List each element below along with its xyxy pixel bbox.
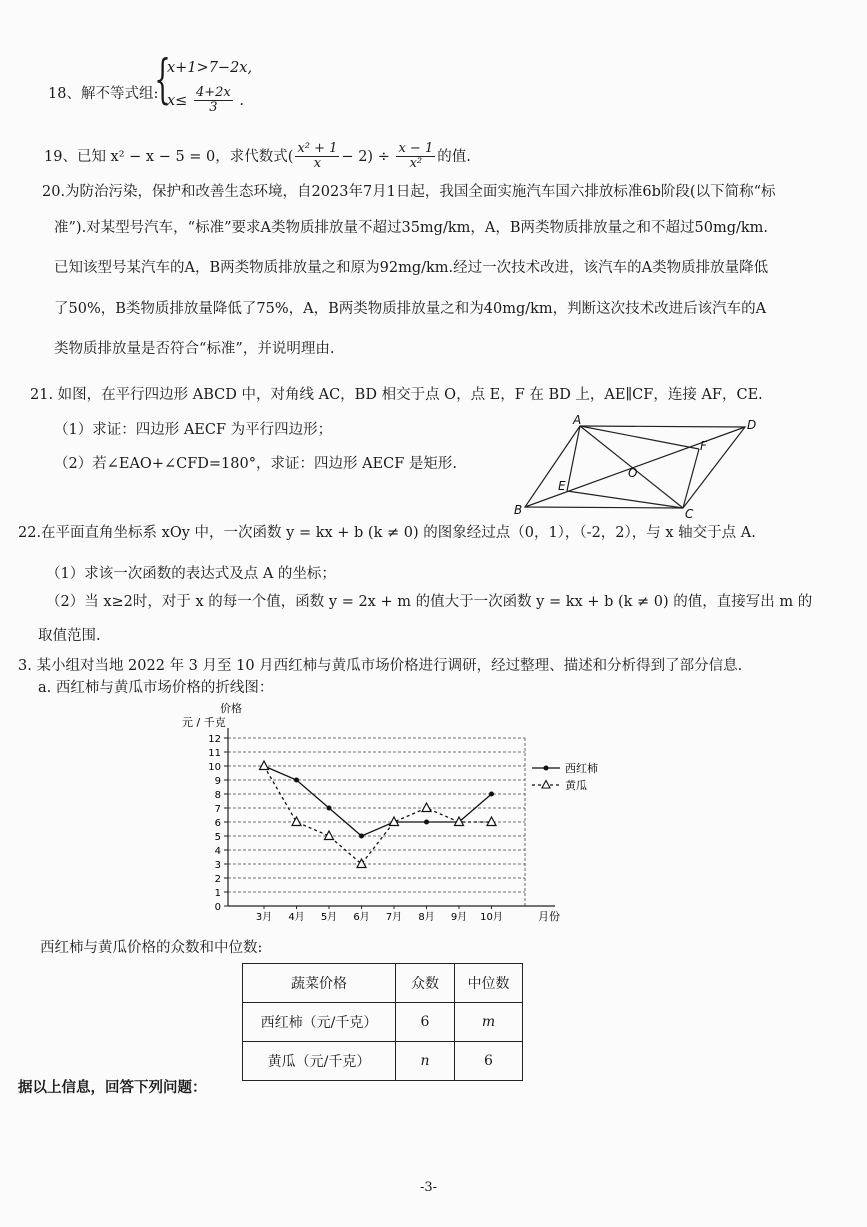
page-number: -3-	[420, 1180, 438, 1195]
table-cell: 6	[455, 1042, 523, 1081]
label-c: C	[685, 507, 694, 521]
q20-line-5: 类物质排放量是否符合“标准”，并说明理由.	[54, 341, 335, 357]
q18-inequality-1: x+1>7−2x,	[167, 60, 253, 76]
x-axis-title: 月份	[538, 910, 560, 923]
x-tick-label: 3月	[255, 912, 273, 923]
legend-label: 黄瓜	[565, 779, 587, 792]
table-header: 众数	[396, 964, 455, 1003]
x-tick-label: 4月	[288, 912, 305, 923]
y-tick-label: 5	[214, 832, 221, 843]
data-point-triangle	[292, 817, 301, 826]
data-point-dot	[327, 806, 332, 811]
y-tick-label: 10	[208, 762, 221, 773]
q23-line-1: 3. 某小组对当地 2022 年 3 月至 10 月西红柿与黄瓜市场价格进行调研，经过整理、描述和分析得到了部分信息.	[18, 658, 743, 674]
q22-line-4: 取值范围.	[38, 628, 101, 644]
y-tick-label: 4	[214, 846, 221, 857]
x-tick-label: 9月	[450, 912, 468, 923]
q18-inequality-2: x≤ $\frac{4+2x}{3}$ .	[167, 85, 244, 116]
q20-line-3: 已知该型号某汽车的A，B两类物质排放量之和原为92mg/km.经过一次技术改进，该汽车的A类物质排放量降低	[54, 260, 769, 276]
label-e: E	[558, 479, 566, 493]
x-tick-label: 5月	[320, 912, 338, 923]
y-tick-label: 1	[214, 888, 221, 899]
footer-instruction: 据以上信息，回答下列问题：	[18, 1079, 207, 1096]
data-point-triangle	[487, 817, 496, 826]
table-cell: n	[396, 1042, 455, 1081]
y-axis-unit: 元 / 千克	[182, 716, 226, 729]
x-tick-label: 7月	[385, 912, 403, 923]
data-point-dot	[294, 778, 299, 783]
stats-table	[242, 963, 523, 1081]
table-header-row	[243, 964, 523, 1003]
label-d: D	[747, 418, 757, 432]
legend-label: 西红柿	[565, 762, 598, 775]
data-point-triangle	[260, 761, 269, 770]
label-o: O	[628, 466, 638, 480]
label-b: B	[514, 503, 523, 517]
y-tick-label: 2	[214, 874, 221, 885]
y-tick-label: 7	[214, 804, 221, 815]
q20-line-2: 准”).对某型号汽车，“标准”要求A类物质排放量不超过35mg/km，A，B两类物质排放量之和不超过50mg/km.	[54, 220, 769, 236]
q23-line-2: a. 西红柿与黄瓜市场价格的折线图：	[38, 680, 274, 696]
table-caption: 西红柿与黄瓜价格的众数和中位数:	[40, 940, 263, 956]
data-point-triangle	[455, 817, 464, 826]
q22-line-2: （1）求该一次函数的表达式及点 A 的坐标；	[46, 566, 336, 582]
x-tick-label: 8月	[418, 912, 435, 923]
data-point-dot	[359, 834, 364, 839]
q20-line-1: 20.为防治污染，保护和改善生态环境，自2023年7月1日起，我国全面实施汽车国六排放标准6b阶段(以下简称“标	[42, 184, 776, 200]
chart-series	[260, 761, 497, 868]
table-cell: 6	[396, 1003, 455, 1042]
label-f: F	[700, 439, 707, 453]
y-tick-label: 11	[208, 748, 221, 759]
q18-label: 18、解不等式组:	[48, 86, 159, 102]
table-cell: 西红柿（元/千克）	[243, 1003, 396, 1042]
legend-marker	[542, 781, 550, 789]
y-tick-label: 9	[214, 776, 221, 787]
parallelogram-figure	[505, 410, 765, 522]
y-tick-label: 12	[208, 734, 221, 745]
label-a: A	[573, 413, 582, 427]
q18-brace: {	[154, 50, 171, 110]
y-tick-label: 3	[214, 860, 221, 871]
q21-line-1: 21. 如图，在平行四边形 ABCD 中，对角线 AC，BD 相交于点 O，点 E，F 在 BD 上，AE∥CF，连接 AF，CE.	[30, 387, 763, 403]
y-axis-title: 价格	[220, 702, 242, 715]
table-row	[243, 1003, 523, 1042]
q20-line-4: 了50%，B类物质排放量降低了75%，A，B两类物质排放量之和为40mg/km，判断这次技术改进后该汽车的A	[54, 301, 767, 317]
data-point-dot	[489, 792, 494, 797]
q21-line-2: （1）求证：四边形 AECF 为平行四边形；	[54, 422, 333, 438]
x-tick-label: 10月	[480, 912, 503, 923]
table-row	[243, 1042, 523, 1081]
q19-text: 19、已知 x² − x − 5 = 0，求代数式( $\frac{\text{x² + 1}}{x}$ − 2) ÷ $\frac{x - 1}{\text{x²}}$ 的值.	[44, 141, 471, 172]
y-tick-label: 6	[214, 818, 221, 829]
table-cell: 黄瓜（元/千克）	[243, 1042, 396, 1081]
chart-axes	[208, 728, 555, 923]
table-header: 中位数	[455, 964, 523, 1003]
data-point-triangle	[357, 859, 366, 868]
data-point-dot	[424, 820, 429, 825]
x-tick-label: 6月	[353, 912, 370, 923]
legend-marker	[544, 766, 549, 771]
table-cell: m	[455, 1003, 523, 1042]
data-point-triangle	[422, 803, 431, 812]
price-line-chart	[170, 700, 610, 925]
q22-line-1: 22.在平面直角坐标系 xOy 中，一次函数 y = kx + b (k ≠ 0) 的图象经过点（0，1），（-2，2），与 x 轴交于点 A.	[18, 525, 756, 541]
chart-legend	[532, 761, 598, 792]
y-tick-label: 0	[214, 902, 221, 913]
y-tick-label: 8	[214, 790, 221, 801]
q22-line-3: （2）当 x≥2时，对于 x 的每一个值，函数 y = 2x + m 的值大于一次函数 y = kx + b (k ≠ 0) 的值，直接写出 m 的	[46, 594, 813, 610]
table-header: 蔬菜价格	[243, 964, 396, 1003]
q21-line-3: （2）若∠EAO+∠CFD=180°，求证：四边形 AECF 是矩形.	[54, 456, 458, 472]
